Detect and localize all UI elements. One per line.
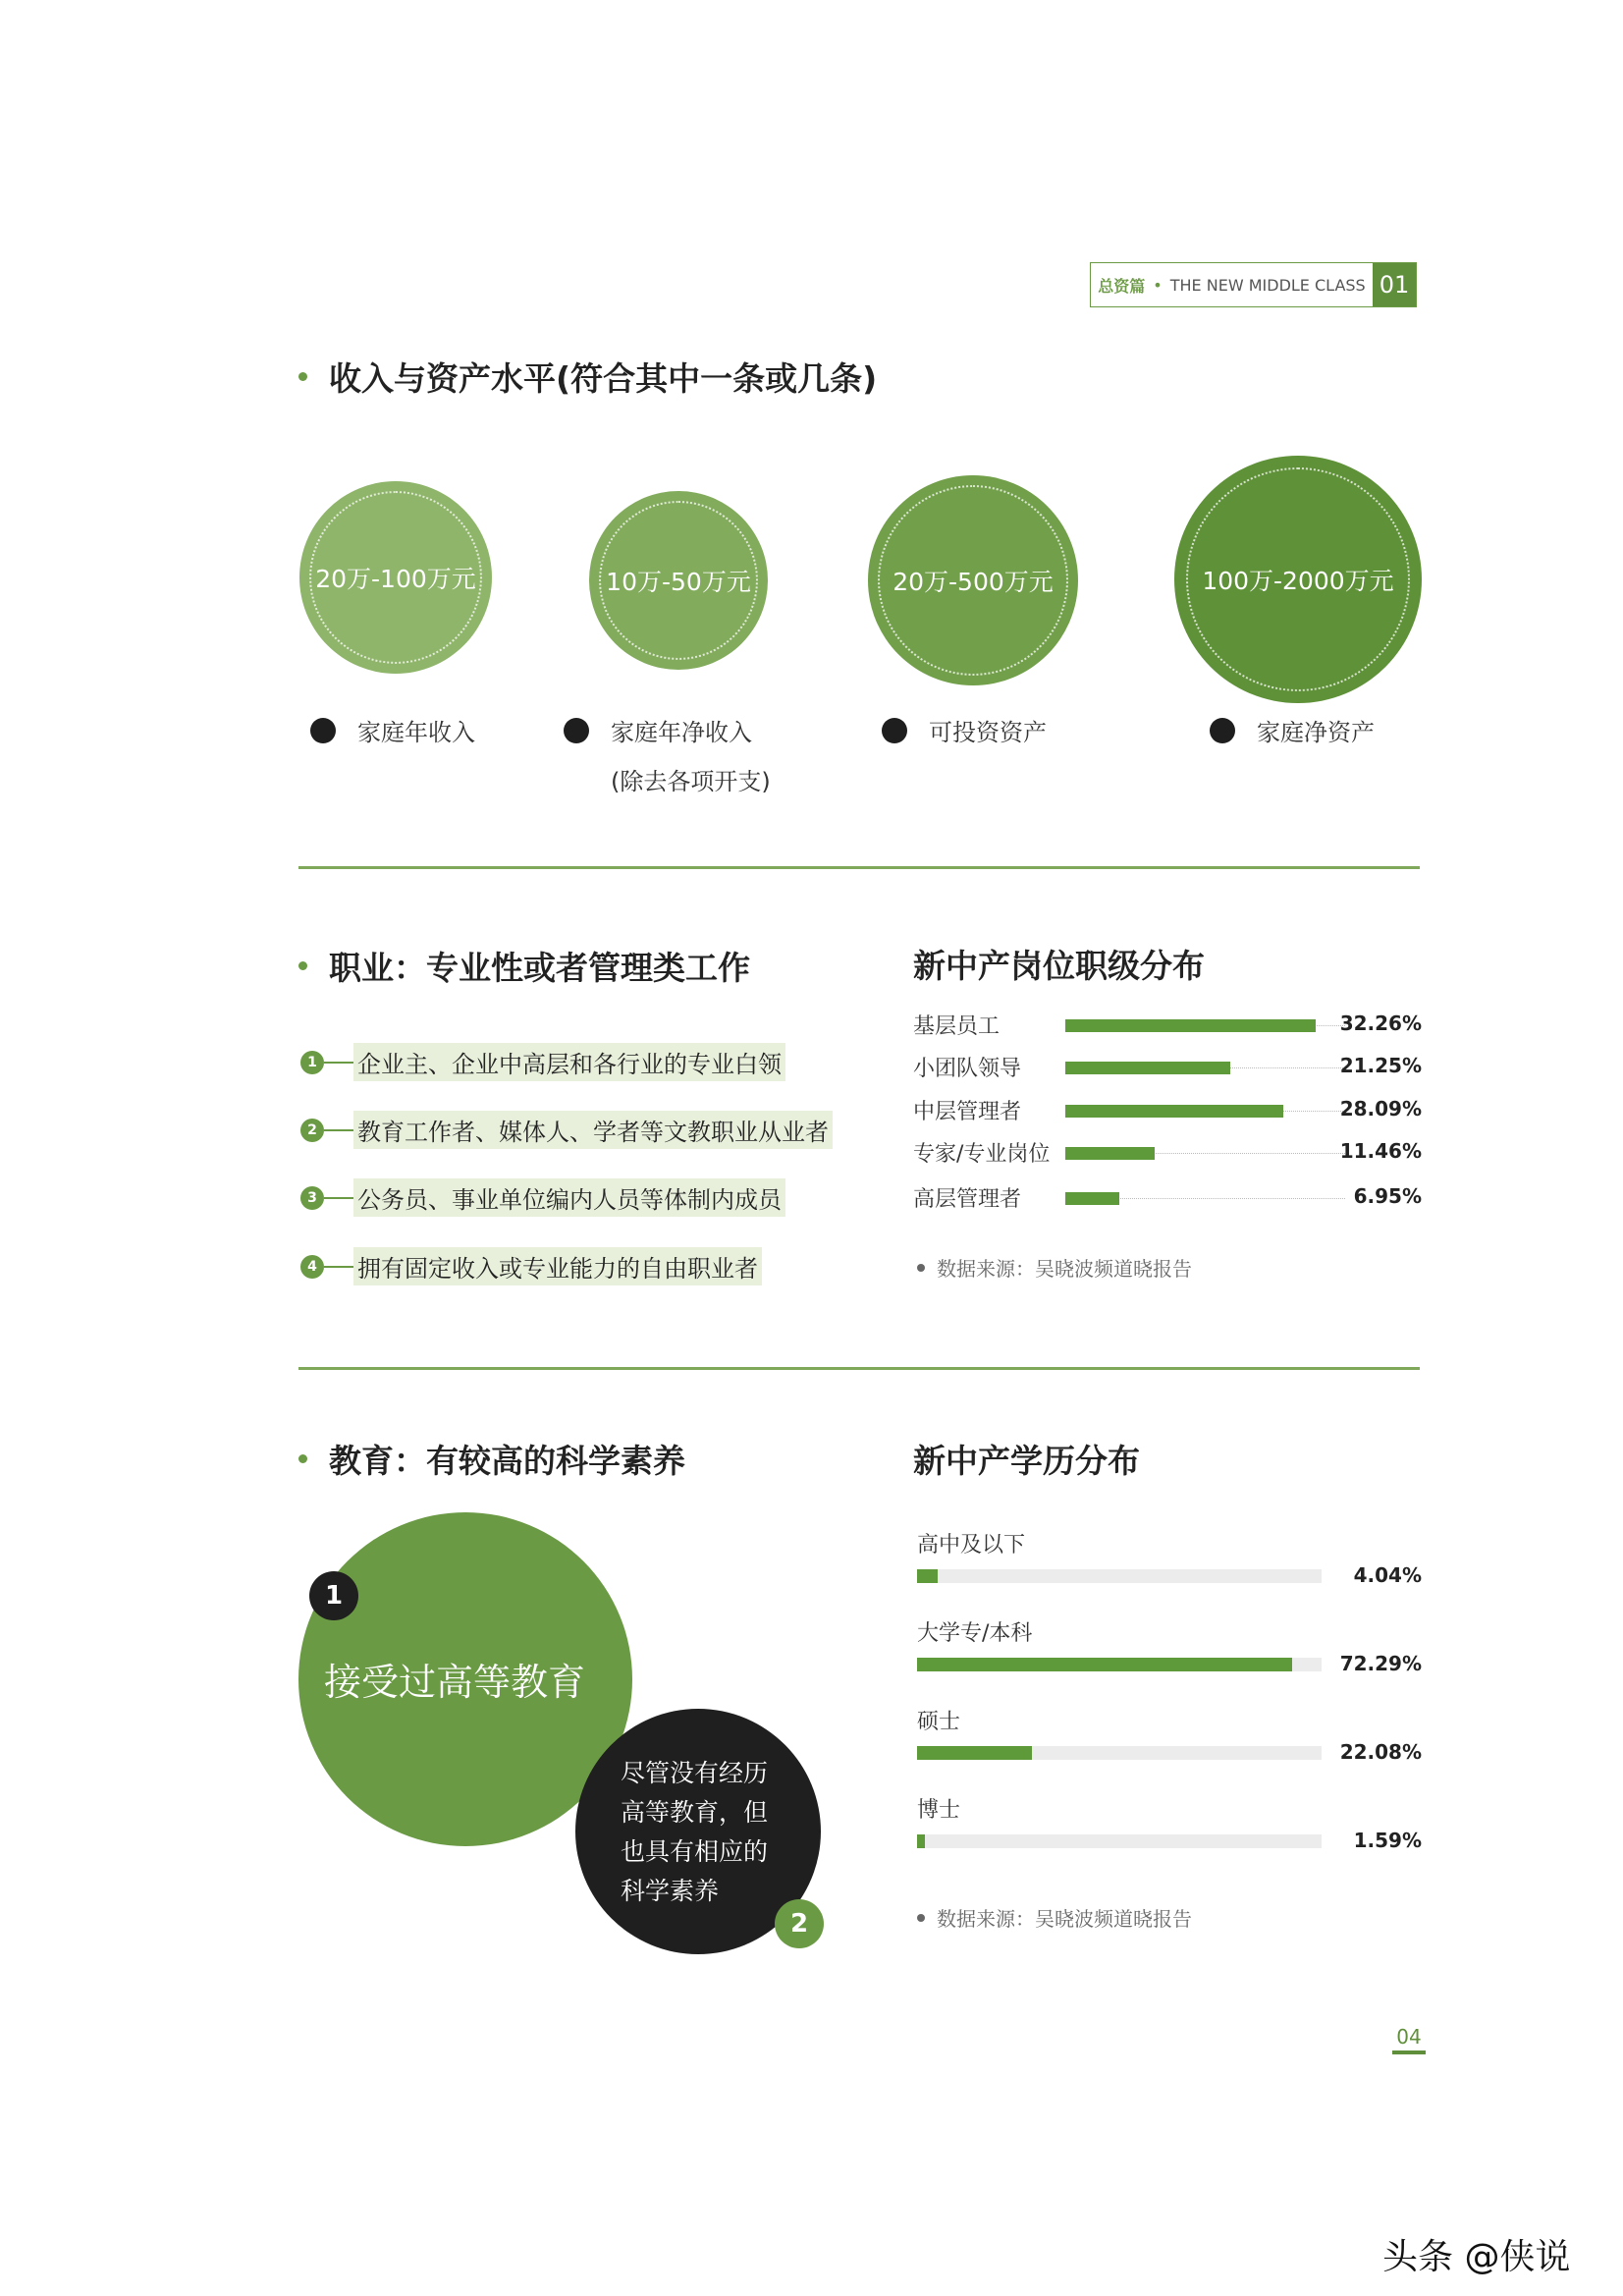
bar-label: 大学专/本科 [917, 1621, 1033, 1646]
education-item-2-text: 尽管没有经历 高等教育，但 也具有相应的 科学素养 [621, 1759, 769, 1905]
bullet-icon [298, 1454, 307, 1463]
header-section: 总资篇 [1098, 276, 1146, 296]
bar [917, 1569, 938, 1583]
income-circle-2: 10万-50万元 [589, 491, 768, 670]
legend-dot-icon [310, 718, 336, 743]
bar [917, 1834, 925, 1848]
bar-value-label: 6.95% [1353, 1184, 1422, 1208]
bar-value-label: 32.26% [1339, 1011, 1422, 1035]
watermark: 头条 @侠说 [1382, 2237, 1571, 2277]
bar-value-label: 28.09% [1339, 1097, 1422, 1121]
income-legend-2: 家庭年净收入 [564, 713, 752, 747]
chapter-header [1090, 262, 1417, 307]
occupation-item-2: 2 教育工作者、媒体人、学者等文教职业从业者 [300, 1111, 833, 1149]
bullet-icon [298, 961, 307, 970]
bar-value-label: 22.08% [1339, 1740, 1422, 1764]
chart-title: 新中产岗位职级分布 [913, 947, 1205, 985]
chart-title: 新中产学历分布 [913, 1442, 1140, 1480]
income-circle-1: 20万-100万元 [299, 481, 492, 674]
income-legend-4: 家庭净资产 [1210, 713, 1375, 747]
divider-2 [298, 1367, 1420, 1370]
bar-value-label: 72.29% [1339, 1652, 1422, 1675]
bar-label: 小团队领导 [913, 1057, 1022, 1081]
income-legend-1: 家庭年收入 [310, 713, 475, 747]
bar-label: 专家/专业岗位 [913, 1142, 1051, 1167]
position-level-chart [913, 1010, 1422, 1226]
income-section-title: 收入与资产水平(符合其中一条或几条) [298, 354, 877, 400]
income-circle-4: 100万-2000万元 [1174, 456, 1422, 703]
chart-source: 数据来源：吴晓波频道晓报告 [917, 1253, 1192, 1282]
bar [1065, 1192, 1119, 1205]
bar-label: 基层员工 [913, 1014, 1001, 1039]
bar-label: 高层管理者 [913, 1187, 1022, 1212]
education-section-title: 教育：有较高的科学素养 [298, 1436, 685, 1482]
header-series: THE NEW MIDDLE CLASS [1169, 275, 1366, 295]
bar [1065, 1062, 1230, 1074]
income-circle-3: 20万-500万元 [868, 475, 1078, 685]
number-badge: 3 [300, 1186, 324, 1210]
bar-value-label: 4.04% [1353, 1563, 1422, 1587]
legend-dot-icon [882, 718, 907, 743]
page-number: 04 [1392, 2025, 1426, 2054]
bar-value-label: 21.25% [1339, 1054, 1422, 1077]
bar [1065, 1019, 1316, 1032]
bar [1065, 1147, 1155, 1160]
header-dot: • [1153, 275, 1163, 295]
bar-value-label: 1.59% [1353, 1829, 1422, 1852]
divider-1 [298, 866, 1420, 869]
number-badge: 2 [300, 1119, 324, 1142]
number-badge: 4 [300, 1255, 324, 1279]
education-level-chart [917, 1528, 1422, 1862]
occupation-section-title: 职业：专业性或者管理类工作 [298, 943, 750, 989]
bar-label: 高中及以下 [917, 1533, 1026, 1558]
bar [917, 1746, 1032, 1760]
bar-track [917, 1569, 1322, 1583]
occupation-item-1: 1 企业主、企业中高层和各行业的专业白领 [300, 1043, 785, 1081]
bar-label: 博士 [917, 1798, 961, 1823]
education-item-1-text: 接受过高等教育 [324, 1661, 586, 1704]
bar [1065, 1105, 1283, 1118]
number-badge: 2 [775, 1899, 824, 1948]
bar-label: 中层管理者 [913, 1100, 1022, 1124]
number-badge: 1 [309, 1571, 358, 1620]
bar-track [917, 1834, 1322, 1848]
bar-value-label: 11.46% [1339, 1139, 1422, 1163]
income-legend-2-sub: (除去各项开支) [611, 768, 771, 795]
income-legend-3: 可投资资产 [882, 713, 1047, 747]
bar [917, 1658, 1292, 1671]
number-badge: 1 [300, 1051, 324, 1074]
bar-label: 硕士 [917, 1710, 961, 1734]
bullet-icon [298, 372, 307, 381]
occupation-item-4: 4 拥有固定收入或专业能力的自由职业者 [300, 1247, 762, 1285]
header-chapter-number: 01 [1373, 263, 1416, 306]
legend-dot-icon [1210, 718, 1235, 743]
legend-dot-icon [564, 718, 589, 743]
chart-source: 数据来源：吴晓波频道晓报告 [917, 1903, 1192, 1932]
occupation-item-3: 3 公务员、事业单位编内人员等体制内成员 [300, 1178, 785, 1217]
